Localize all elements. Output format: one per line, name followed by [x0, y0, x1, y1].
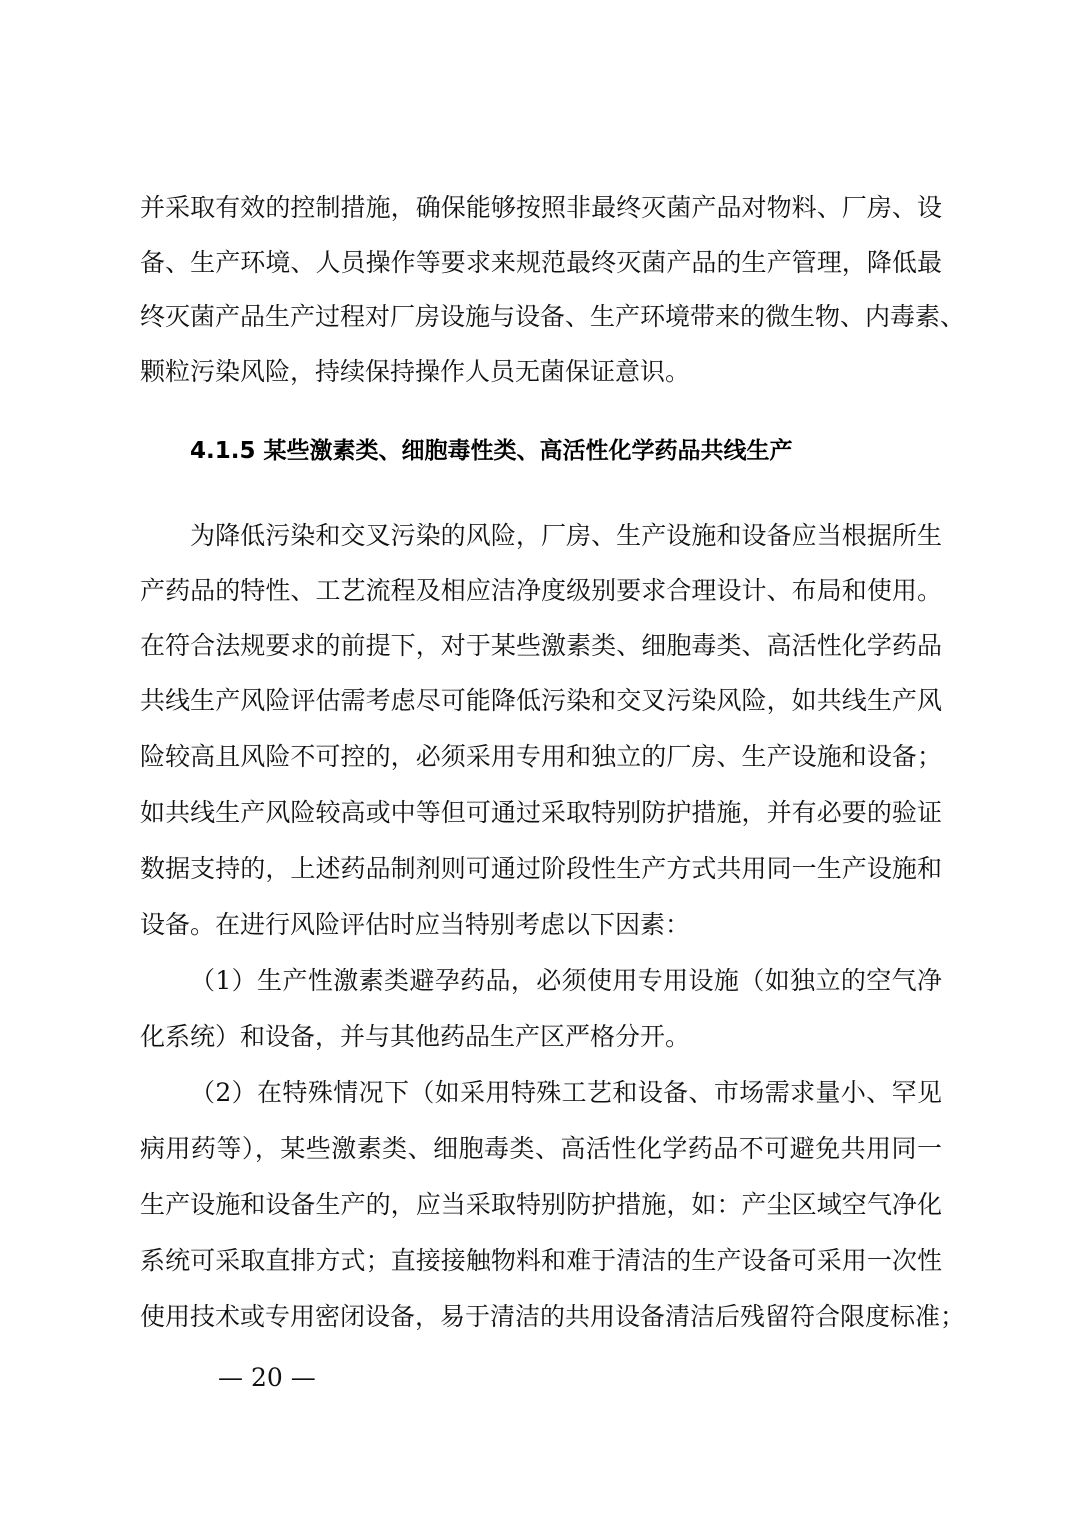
- text-line: 产药品的特性、工艺流程及相应洁净度级别要求合理设计、布局和使用。: [140, 576, 942, 605]
- text-line: 为降低污染和交叉污染的风险，厂房、生产设施和设备应当根据所生: [190, 521, 942, 550]
- text-line: 使用技术或专用密闭设备，易于清洁的共用设备清洁后残留符合限度标准；: [140, 1302, 966, 1331]
- text-line: 生产设施和设备生产的，应当采取特别防护措施，如：产尘区域空气净化: [140, 1190, 942, 1219]
- text-line: （2）在特殊情况下（如采用特殊工艺和设备、市场需求量小、罕见: [190, 1078, 942, 1107]
- text-line: 颗粒污染风险，持续保持操作人员无菌保证意识。: [140, 357, 691, 386]
- section-heading: 4.1.5 某些激素类、细胞毒性类、高活性化学药品共线生产: [190, 438, 793, 464]
- page-number: — 20 —: [218, 1363, 316, 1392]
- text-line: （1）生产性激素类避孕药品，必须使用专用设施（如独立的空气净: [190, 966, 942, 995]
- text-line: 系统可采取直排方式；直接接触物料和难于清洁的生产设备可采用一次性: [140, 1246, 942, 1275]
- text-line: 病用药等），某些激素类、细胞毒类、高活性化学药品不可避免共用同一: [140, 1134, 942, 1163]
- text-line: 终灭菌产品生产过程对厂房设施与设备、生产环境带来的微生物、内毒素、: [140, 302, 966, 331]
- text-line: 共线生产风险评估需考虑尽可能降低污染和交叉污染风险，如共线生产风: [140, 686, 942, 715]
- text-line: 化系统）和设备，并与其他药品生产区严格分开。: [140, 1022, 691, 1051]
- text-line: 数据支持的，上述药品制剂则可通过阶段性生产方式共用同一生产设施和: [140, 854, 942, 883]
- text-line: 设备。在进行风险评估时应当特别考虑以下因素：: [140, 910, 691, 939]
- text-line: 险较高且风险不可控的，必须采用专用和独立的厂房、生产设施和设备；: [140, 742, 942, 771]
- text-line: 在符合法规要求的前提下，对于某些激素类、细胞毒类、高活性化学药品: [140, 631, 942, 660]
- text-line: 如共线生产风险较高或中等但可通过采取特别防护措施，并有必要的验证: [140, 798, 942, 827]
- text-line: 备、生产环境、人员操作等要求来规范最终灭菌产品的生产管理，降低最: [140, 248, 942, 277]
- text-line: 并采取有效的控制措施，确保能够按照非最终灭菌产品对物料、厂房、设: [140, 193, 942, 222]
